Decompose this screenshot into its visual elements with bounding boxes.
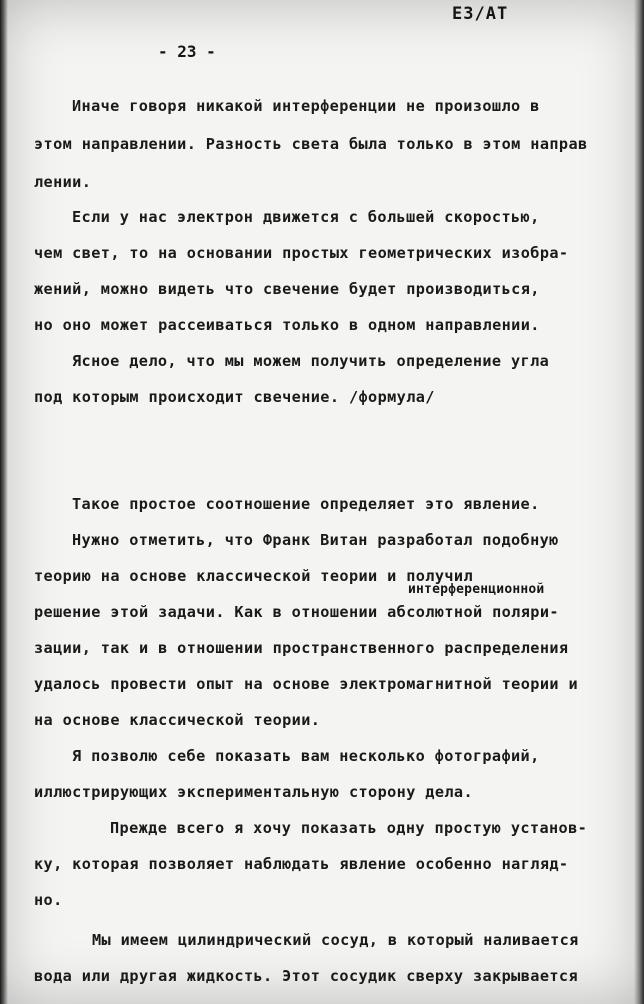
text-line: этом направлении. Разность света была только в этом направ	[34, 135, 588, 153]
text-line: на основе классической теории.	[34, 711, 321, 729]
text-line: Такое простое соотношение определяет это явление.	[72, 495, 540, 513]
text-line: Иначе говоря никакой интерференции не произошло в	[72, 97, 540, 115]
text-line: ку, которая позволяет наблюдать явление особенно нагляд-	[34, 855, 569, 873]
text-line: удалось провести опыт на основе электромагнитной теории и	[34, 675, 578, 693]
text-line: Если у нас электрон движется с большей скоростью,	[72, 208, 540, 226]
document-code: ЕЗ/АТ	[452, 4, 509, 24]
text-line: жений, можно видеть что свечение будет производиться,	[34, 280, 540, 298]
text-line: лении.	[34, 173, 92, 191]
text-line: но оно может рассеиваться только в одном направлении.	[34, 316, 540, 334]
page-number: - 23 -	[158, 42, 216, 61]
text-line: но.	[34, 891, 63, 909]
text-line: теорию на основе классической теории и получил	[34, 567, 474, 585]
page-right-edge	[634, 0, 644, 1004]
page-left-edge	[0, 0, 8, 1004]
text-line: Мы имеем цилиндрический сосуд, в который наливается	[92, 931, 579, 949]
text-line: чем свет, то на основании простых геометрических изобра-	[34, 244, 569, 262]
handwritten-insertion: интерференционной	[408, 582, 545, 597]
text-line: решение этой задачи. Как в отношении абсолютной поляри-	[34, 603, 559, 621]
text-line: иллюстрирующих экспериментальную сторону дела.	[34, 783, 474, 801]
text-line: Прежде всего я хочу показать одну простую установ-	[110, 819, 588, 837]
text-line: Я позволю себе показать вам несколько фотографий,	[72, 747, 540, 765]
text-line: вода или другая жидкость. Этот сосудик сверху закрывается	[34, 967, 578, 985]
text-line: зации, так и в отношении пространственного распределения	[34, 639, 569, 657]
text-line: Нужно отметить, что Франк Витан разработал подобную	[72, 531, 559, 549]
text-line: Ясное дело, что мы можем получить определение угла	[72, 352, 550, 370]
text-line: под которым происходит свечение. /формула/	[34, 388, 435, 406]
